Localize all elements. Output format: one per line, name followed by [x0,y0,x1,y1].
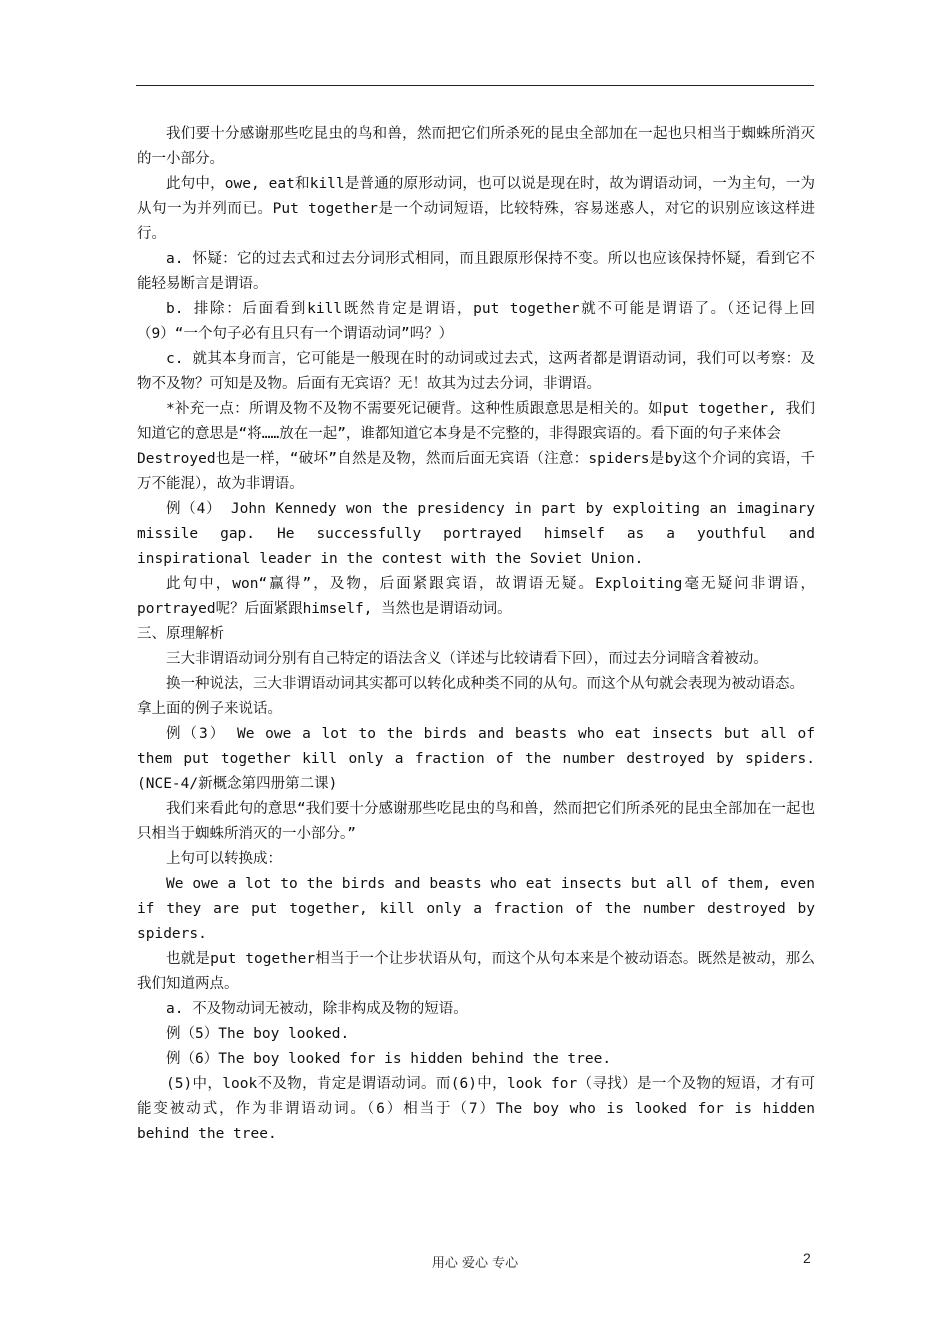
paragraph: 例（3） We owe a lot to the birds and beasts who eat insects but all of them put together kill only a fraction of the number destroyed by spiders. (NCE-4/新概念第四册第二课) [137,726,815,792]
paragraph: 例（4） John Kennedy won the presidency in part by exploiting an imaginary missile gap. He successfully portrayed himself as a youthful and inspirational leader in the contest with the Soviet Union. [137,501,815,567]
page-number: 2 [803,1250,811,1266]
paragraph: 例（6）The boy looked for is hidden behind the tree. [166,1051,612,1067]
paragraph: Destroyed也是一样，“破坏”自然是及物，然而后面无宾语（注意：spiders是by这个介词的宾语，千万不能混），故为非谓语。 [137,451,815,492]
paragraph: a. 怀疑：它的过去式和过去分词形式相同，而且跟原形保持不变。所以也应该保持怀疑，看到它不能轻易断言是谓语。 [137,251,815,292]
paragraph: *补充一点：所谓及物不及物不需要死记硬背。这种性质跟意思是相关的。如put together, 我们知道它的意思是“将……放在一起”，谁都知道它本身是不完整的，非得跟宾语的。看下面的句子来体会 [137,401,815,442]
paragraph: 三、原理解析 [137,626,224,642]
paragraph: 例（5）The boy looked. [166,1026,350,1042]
paragraph: (5)中，look不及物，肯定是谓语动词。而(6)中，look for（寻找）是一个及物的短语，才有可能变被动式，作为非谓语动词。（6）相当于（7）The boy who is looked for is hidden behind the tree. [137,1076,815,1142]
paragraph: 此句中，owe, eat和kill是普通的原形动词，也可以说是现在时，故为谓语动词，一为主句，一为从句一为并列而已。Put together是一个动词短语，比较特殊，容易迷惑人，对它的识别应该这样进行。 [137,176,815,242]
footer-slogan: 用心 爱心 专心 [431,1256,519,1271]
paragraph: We owe a lot to the birds and beasts who eat insects but all of them, even if they are put together, kill only a fraction of the number destroyed by spiders. [137,876,815,942]
paragraph: 我们来看此句的意思“我们要十分感谢那些吃昆虫的鸟和兽，然而把它们所杀死的昆虫全部加在一起也只相当于蜘蛛所消灭的一小部分。” [137,801,815,842]
paragraph: 此句中，won“赢得”，及物，后面紧跟宾语，故谓语无疑。Exploiting毫无疑问非谓语，portrayed呢？后面紧跟himself, 当然也是谓语动词。 [137,576,815,617]
paragraph: 我们要十分感谢那些吃昆虫的鸟和兽，然而把它们所杀死的昆虫全部加在一起也只相当于蜘蛛所消灭的一小部分。 [137,126,815,167]
paragraph: 三大非谓语动词分别有自己特定的语法含义（详述与比较请看下回），而过去分词暗含着被动。 [166,651,768,667]
document-body [137,122,815,1147]
paragraph: a. 不及物动词无被动，除非构成及物的短语。 [166,1001,468,1017]
header-rule [136,85,814,86]
paragraph: 拿上面的例子来说话。 [137,701,282,717]
paragraph: b. 排除：后面看到kill既然肯定是谓语，put together就不可能是谓语了。（还记得上回（9）“一个句子必有且只有一个谓语动词”吗？） [137,301,815,342]
paragraph: 也就是put together相当于一个让步状语从句，而这个从句本来是个被动语态。既然是被动，那么我们知道两点。 [137,951,815,992]
paragraph: 换一种说法，三大非谓语动词其实都可以转化成种类不同的从句。而这个从句就会表现为被动语态。 [166,676,804,692]
paragraph: 上句可以转换成： [166,851,282,867]
paragraph: c. 就其本身而言，它可能是一般现在时的动词或过去式，这两者都是谓语动词，我们可以考察：及物不及物？可知是及物。后面有无宾语？无！故其为过去分词，非谓语。 [137,351,815,392]
